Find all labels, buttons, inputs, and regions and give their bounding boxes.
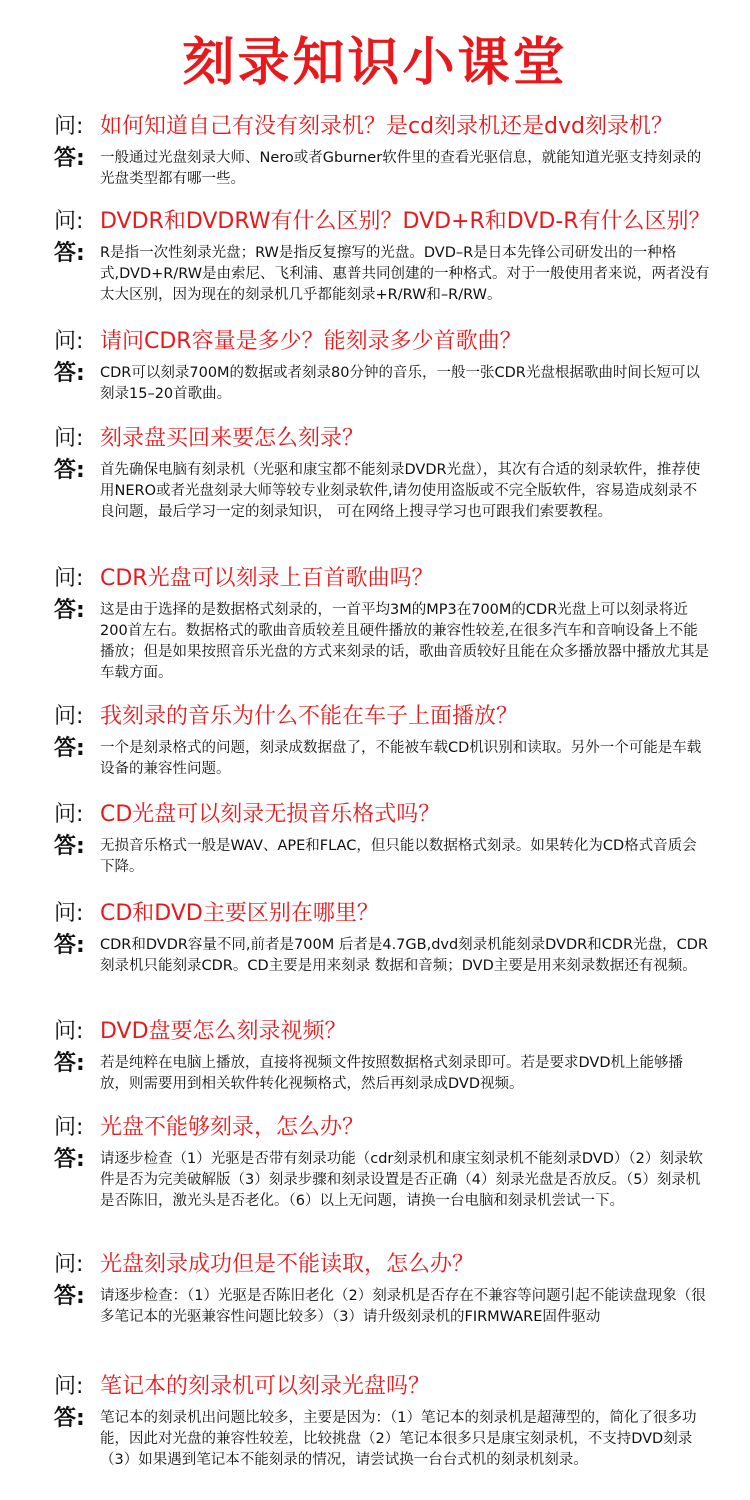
question-label: 问: (54, 426, 84, 451)
question-label: 问: (54, 1019, 84, 1044)
answer-text: R是指一次性刻录光盘；RW是指反复擦写的光盘。DVD–R是日本先锋公司研发出的一种格式,DVD+R/RW是由索尼、飞利浦、惠普共同创建的一种格式。对于一般使用者来说，两者没有太大区别，因为现在的刻录机几乎都能刻录+R/RW和–R/RW。 (100, 245, 710, 303)
question-text: 笔记本的刻录机可以刻录光盘吗？ (100, 1374, 431, 1399)
question-label: 问: (54, 209, 84, 234)
qa-item-4 (0, 424, 750, 523)
answer-text: CDR和DVDR容量不同,前者是700M 后者是4.7GB,dvd刻录机能刻录DVDR和CDR光盘，CDR刻录机只能刻录CDR。CD主要是用来刻录 数据和音频；DVD主要是用来刻录数据还有视频。 (100, 937, 708, 974)
answer-label: 答: (54, 736, 85, 761)
qa-item-10 (0, 1113, 750, 1212)
question-label: 问: (54, 329, 84, 354)
question-label: 问: (54, 901, 84, 926)
answer-text: 一个是刻录格式的问题，刻录成数据盘了，不能被车载CD机识别和读取。另外一个可能是车载设备的兼容性问题。 (100, 740, 702, 777)
qa-item-9 (0, 1017, 750, 1095)
qa-item-12 (0, 1372, 750, 1471)
question-text: CD和DVD主要区别在哪里？ (100, 901, 379, 926)
question-text: CDR光盘可以刻录上百首歌曲吗？ (100, 566, 434, 591)
answer-label: 答: (54, 1284, 85, 1309)
question-text: DVD盘要怎么刻录视频？ (100, 1019, 347, 1044)
answer-label: 答: (54, 834, 85, 859)
answer-text: 若是纯粹在电脑上播放，直接将视频文件按照数据格式刻录即可。若是要求DVD机上能够播放，则需要用到相关软件转化视频格式，然后再刻录成DVD视频。 (100, 1055, 683, 1092)
qa-item-1 (0, 112, 750, 190)
qa-item-3 (0, 327, 750, 405)
answer-label: 答: (54, 598, 85, 623)
question-text: 如何知道自己有没有刻录机？是cd刻录机还是dvd刻录机？ (100, 114, 674, 139)
answer-label: 答: (54, 933, 85, 958)
question-text: 光盘刻录成功但是不能读取，怎么办？ (100, 1252, 475, 1277)
answer-text: CDR可以刻录700M的数据或者刻录80分钟的音乐，一般一张CDR光盘根据歌曲时间长短可以刻录15–20首歌曲。 (100, 365, 700, 402)
question-label: 问: (54, 704, 84, 729)
question-label: 问: (54, 566, 84, 591)
question-label: 问: (54, 1252, 84, 1277)
question-text: DVDR和DVDRW有什么区别？DVD+R和DVD-R有什么区别？ (100, 209, 711, 234)
answer-text: 这是由于选择的是数据格式刻录的，一首平均3M的MP3在700M的CDR光盘上可以刻录将近200首左右。数据格式的歌曲音质较差且硬件播放的兼容性较差,在很多汽车和音响设备上不能播放；但是如果按照音乐光盘的方式来刻录的话，歌曲音质较好且能在众多播放器中播放尤其是车载方面。 (100, 602, 709, 681)
question-text: 光盘不能够刻录，怎么办？ (100, 1115, 365, 1140)
answer-text: 首先确保电脑有刻录机（光驱和康宝都不能刻录DVDR光盘），其次有合适的刻录软件，推荐使用NERO或者光盘刻录大师等较专业刻录软件,请勿使用盗版或不完全版软件，容易造成刻录不良问题，最后学习一定的刻录知识， 可在网络上搜寻学习也可跟我们索要教程。 (100, 462, 701, 520)
answer-text: 请逐步检查：（1）光驱是否陈旧老化（2）刻录机是否存在不兼容等问题引起不能读盘现象（很多笔记本的光驱兼容性问题比较多）（3）请升级刻录机的FIRMWARE固件驱动 (100, 1288, 706, 1325)
answer-label: 答: (54, 1051, 85, 1076)
page-title: 刻录知识小课堂 (182, 33, 568, 93)
answer-text: 无损音乐格式一般是WAV、APE和FLAC，但只能以数据格式刻录。如果转化为CD格式音质会下降。 (100, 838, 697, 875)
answer-label: 答: (54, 241, 85, 266)
qa-item-6 (0, 702, 750, 780)
answer-label: 答: (54, 1406, 85, 1431)
question-text: 请问CDR容量是多少？能刻录多少首歌曲？ (100, 329, 522, 354)
answer-label: 答: (54, 1147, 85, 1172)
qa-item-7 (0, 800, 750, 878)
question-text: 我刻录的音乐为什么不能在车子上面播放？ (100, 704, 519, 729)
qa-item-11 (0, 1250, 750, 1328)
qa-item-8 (0, 899, 750, 977)
answer-text: 笔记本的刻录机出问题比较多，主要是因为：（1）笔记本的刻录机是超薄型的，简化了很多功能，因此对光盘的兼容性较差，比较挑盘（2）笔记本很多只是康宝刻录机，不支持DVD刻录（3）如果遇到笔记本不能刻录的情况，请尝试换一台台式机的刻录机刻录。 (100, 1410, 697, 1468)
answer-label: 答: (54, 458, 85, 483)
question-label: 问: (54, 802, 84, 827)
question-text: CD光盘可以刻录无损音乐格式吗？ (100, 802, 441, 827)
question-label: 问: (54, 1374, 84, 1399)
question-label: 问: (54, 1115, 84, 1140)
answer-text: 一般通过光盘刻录大师、Nero或者Gburner软件里的查看光驱信息，就能知道光驱支持刻录的光盘类型都有哪一些。 (100, 150, 702, 187)
answer-label: 答: (54, 361, 85, 386)
answer-text: 请逐步检查（1）光驱是否带有刻录功能（cdr刻录机和康宝刻录机不能刻录DVD）（2）刻录软件是否为完美破解版（3）刻录步骤和刻录设置是否正确（4）刻录光盘是否放反。（5）刻录机是否陈旧，激光头是否老化。（6）以上无问题，请换一台电脑和刻录机尝试一下。 (100, 1151, 703, 1209)
question-text: 刻录盘买回来要怎么刻录？ (100, 426, 365, 451)
answer-label: 答: (54, 146, 85, 171)
qa-item-2 (0, 207, 750, 306)
question-label: 问: (54, 114, 84, 139)
qa-item-5 (0, 564, 750, 684)
